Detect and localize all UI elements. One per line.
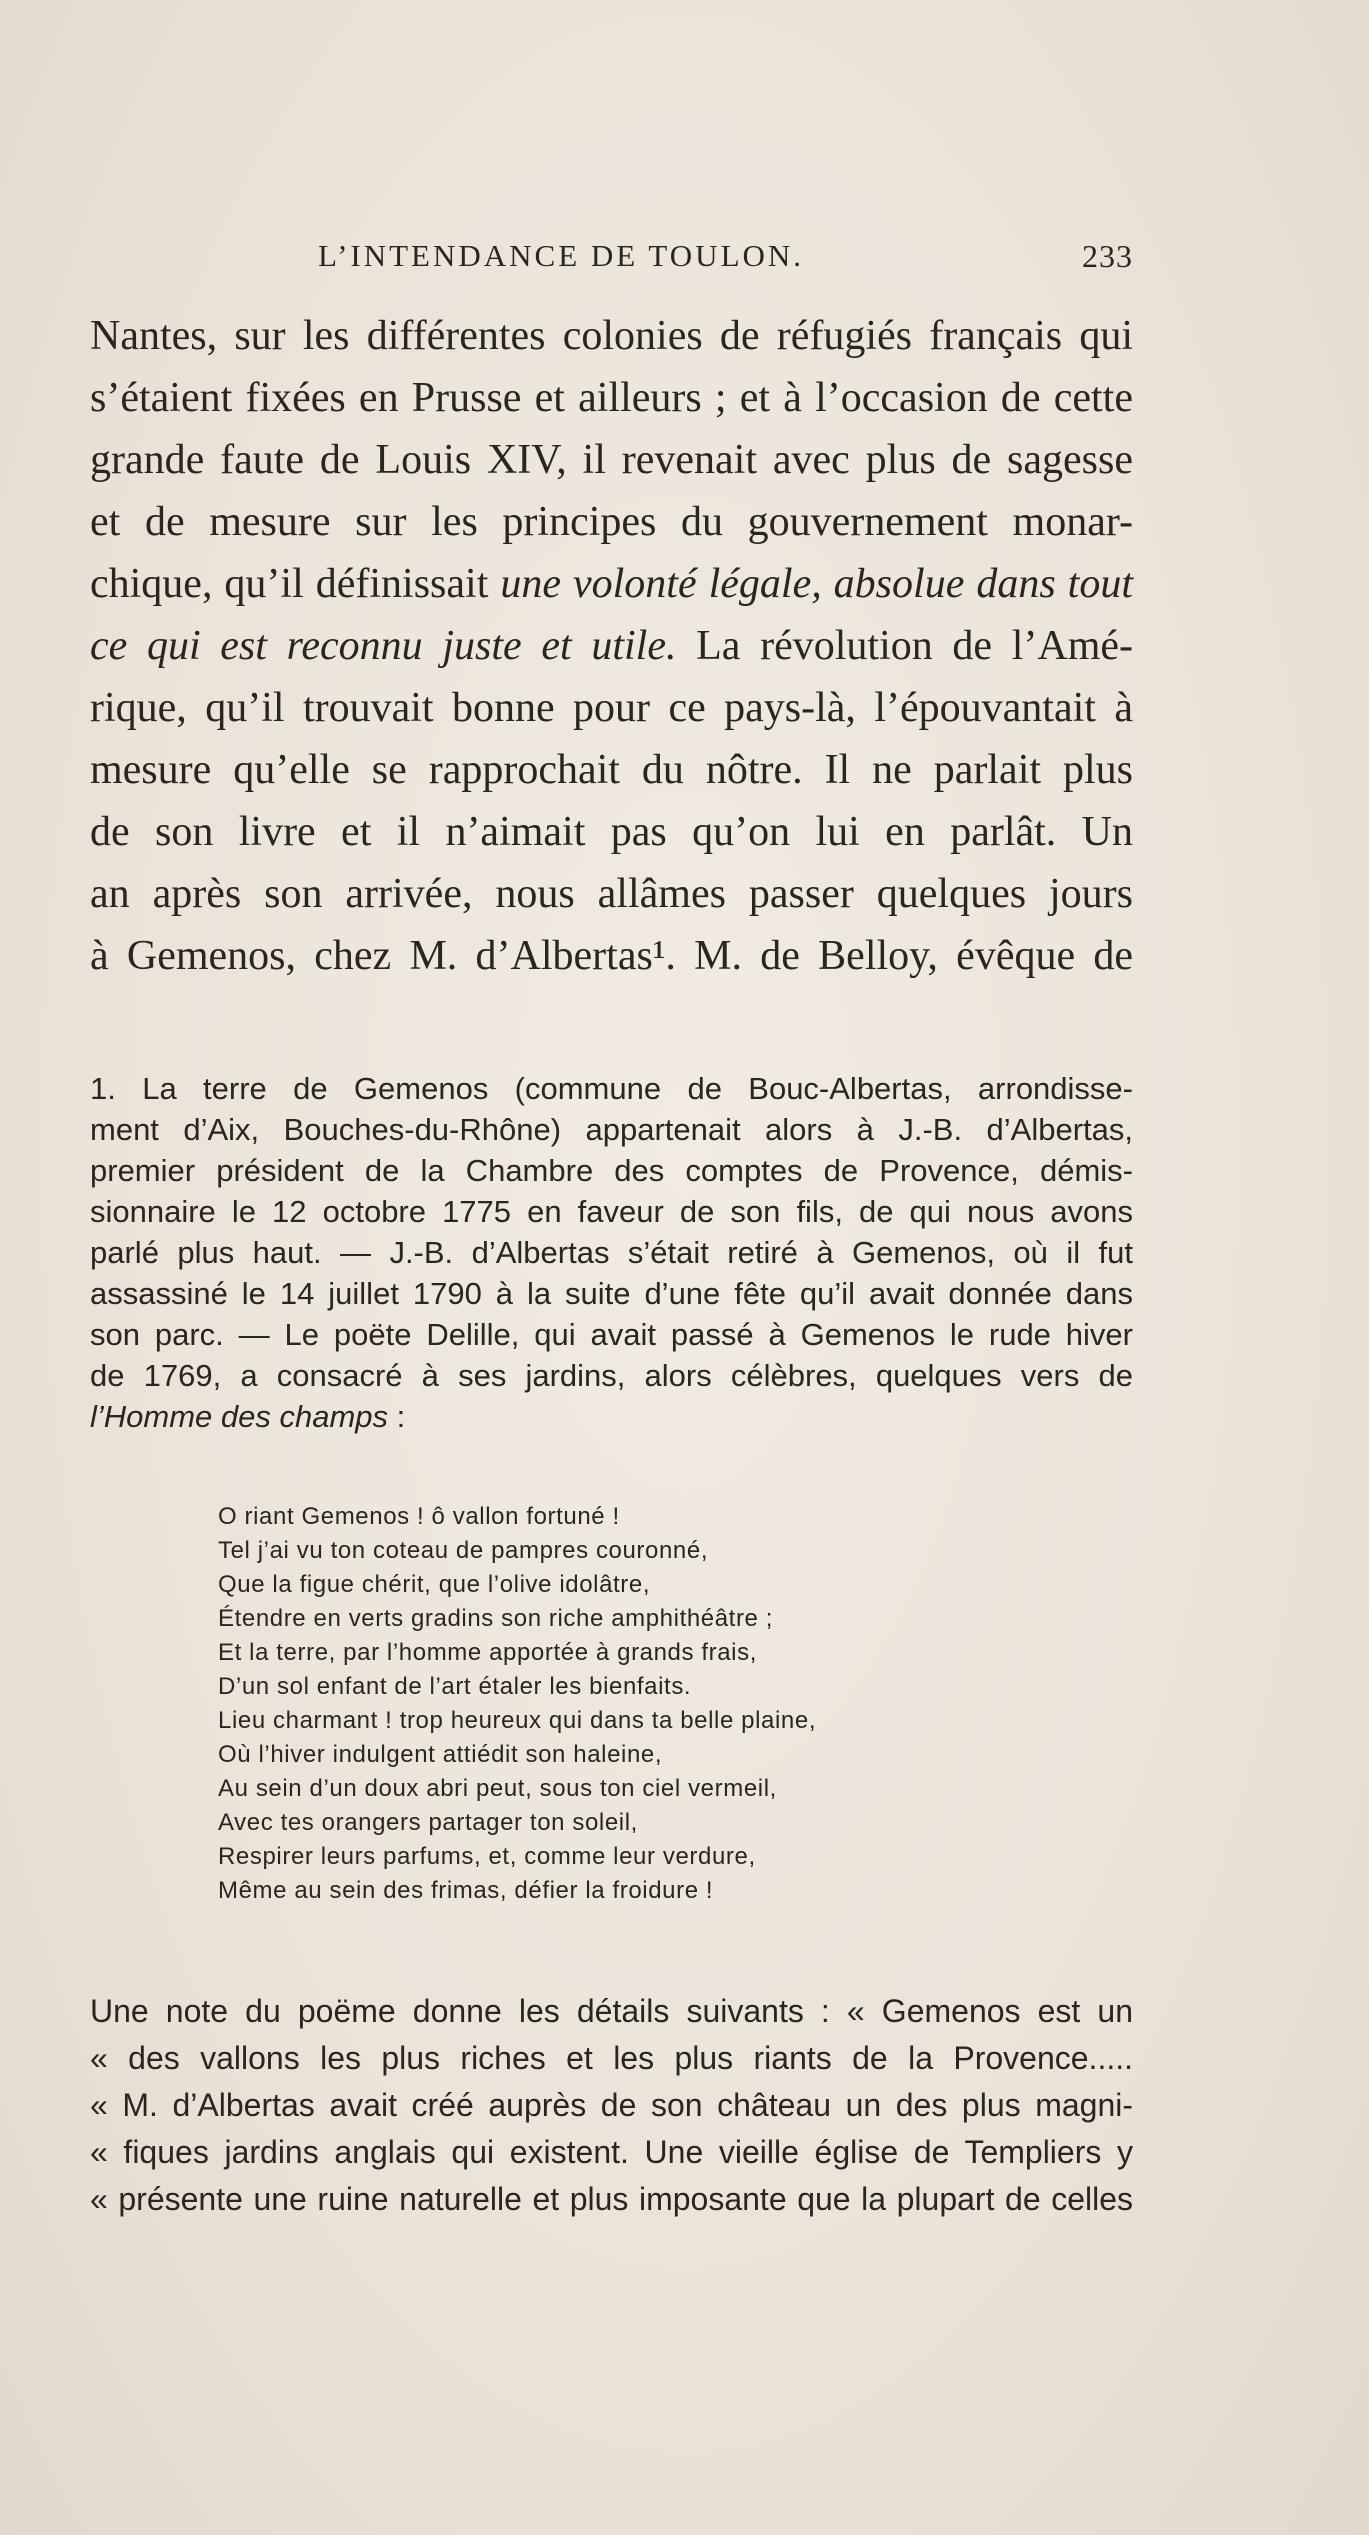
body-line: grande faute de Louis XIV, il revenait avec plus de sagesse — [90, 437, 1133, 483]
footnote-italic-segment: l’Homme des champs — [90, 1399, 389, 1434]
poem-line: Avec tes orangers partager ton soleil, — [218, 1809, 638, 1836]
footnote-line: Une note du poëme donne les détails suivants : « Gemenos est un — [90, 1993, 1133, 2029]
body-line: rique, qu’il trouvait bonne pour ce pays-là, l’épouvantait à — [90, 685, 1133, 731]
footnote-continued — [90, 1988, 1133, 2223]
footnote-line: ment d’Aix, Bouches-du-Rhône) appartenait alors à J.-B. d’Albertas, — [90, 1112, 1133, 1147]
body-segment: chique, qu’il définissait — [90, 561, 501, 607]
body-italic-segment: ce qui est reconnu juste et utile. — [90, 623, 677, 669]
running-title: L’INTENDANCE DE TOULON. — [318, 238, 805, 273]
body-line — [90, 615, 1133, 677]
poem — [218, 1500, 1018, 1908]
footnote-line: « des vallons les plus riches et les plus riants de la Provence..... — [90, 2040, 1133, 2076]
body-line: Nantes, sur les différentes colonies de réfugiés français qui — [90, 313, 1133, 359]
footnote-line: « présente une ruine naturelle et plus imposante que la plupart de celles — [90, 2181, 1133, 2217]
poem-line: Que la figue chérit, que l’olive idolâtre, — [218, 1571, 651, 1598]
page-number: 233 — [1082, 238, 1133, 274]
poem-line: Étendre en verts gradins son riche amphithéâtre ; — [218, 1605, 774, 1632]
poem-line: D’un sol enfant de l’art étaler les bienfaits. — [218, 1673, 692, 1700]
poem-line: Lieu charmant ! trop heureux qui dans ta belle plaine, — [218, 1707, 817, 1734]
body-segment: La révolution de l’Amé- — [696, 623, 1133, 669]
footnote — [90, 1068, 1133, 1437]
footnote-line: assassiné le 14 juillet 1790 à la suite d’une fête qu’il avait donnée dans — [90, 1276, 1133, 1311]
body-line: et de mesure sur les principes du gouvernement monar- — [90, 499, 1133, 545]
poem-line: O riant Gemenos ! ô vallon fortuné ! — [218, 1503, 620, 1530]
footnote-line: 1. La terre de Gemenos (commune de Bouc-Albertas, arrondisse- — [90, 1071, 1133, 1106]
footnote-line: son parc. — Le poëte Delille, qui avait passé à Gemenos le rude hiver — [90, 1317, 1133, 1352]
body-italic-segment: une volonté légale, absolue dans tout — [500, 561, 1133, 607]
body-line: à Gemenos, chez M. d’Albertas¹. M. de Belloy, évêque de — [90, 933, 1133, 979]
poem-line: Tel j’ai vu ton coteau de pampres couronné, — [218, 1537, 709, 1564]
footnote-line — [90, 1396, 1133, 1437]
page-header — [318, 238, 1133, 288]
footnote-line: « fiques jardins anglais qui existent. Une vieille église de Templiers y — [90, 2134, 1133, 2170]
poem-line: Et la terre, par l’homme apportée à grands frais, — [218, 1639, 757, 1666]
body-line: an après son arrivée, nous allâmes passer quelques jours — [90, 871, 1133, 917]
body-line: mesure qu’elle se rapprochait du nôtre. Il ne parlait plus — [90, 747, 1133, 793]
footnote-segment: : — [388, 1399, 406, 1434]
body-line — [90, 553, 1133, 615]
body-line: s’étaient fixées en Prusse et ailleurs ; et à l’occasion de cette — [90, 375, 1133, 421]
poem-line: Au sein d’un doux abri peut, sous ton ciel vermeil, — [218, 1775, 777, 1802]
poem-line: Respirer leurs parfums, et, comme leur verdure, — [218, 1843, 756, 1870]
poem-line: Même au sein des frimas, défier la froidure ! — [218, 1877, 714, 1904]
main-text — [90, 305, 1133, 987]
poem-line: Où l’hiver indulgent attiédit son haleine, — [218, 1741, 663, 1768]
body-line: de son livre et il n’aimait pas qu’on lui en parlât. Un — [90, 809, 1133, 855]
footnote-line: parlé plus haut. — J.-B. d’Albertas s’était retiré à Gemenos, où il fut — [90, 1235, 1133, 1270]
footnote-line: de 1769, a consacré à ses jardins, alors célèbres, quelques vers de — [90, 1358, 1133, 1393]
footnote-line: « M. d’Albertas avait créé auprès de son château un des plus magni- — [90, 2087, 1133, 2123]
footnote-line: premier président de la Chambre des comptes de Provence, démis- — [90, 1153, 1133, 1188]
footnote-line: sionnaire le 12 octobre 1775 en faveur de son fils, de qui nous avons — [90, 1194, 1133, 1229]
